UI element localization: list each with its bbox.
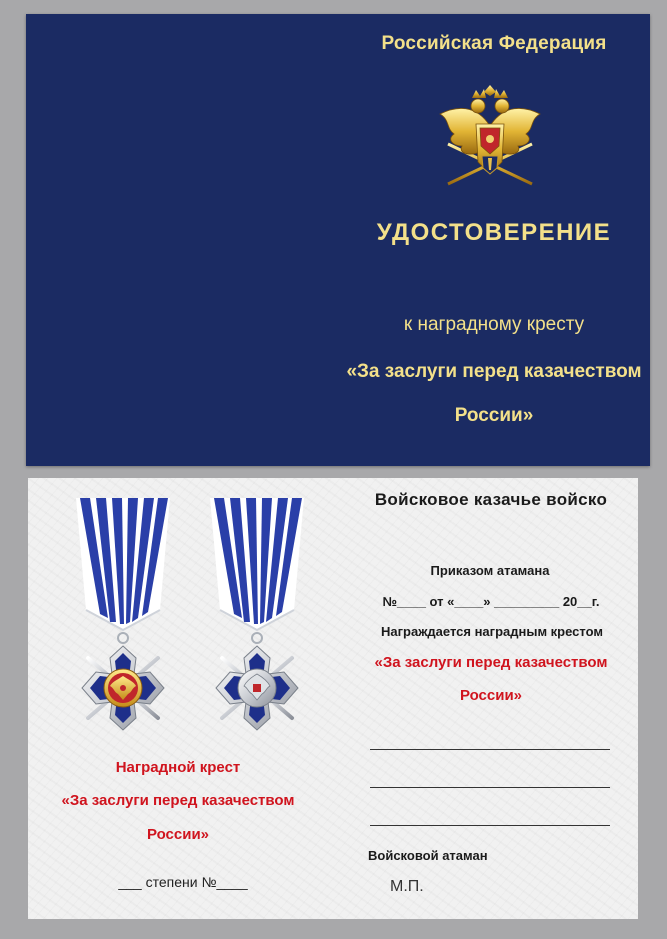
cover-subtitle: к наградному кресту xyxy=(403,314,585,335)
recipient-line-3 xyxy=(370,825,610,826)
order-number-field: №____ от «____» _________ 20__г. xyxy=(382,594,600,609)
certificate-inner-page xyxy=(28,478,638,919)
medal-cross-gold-center-icon xyxy=(68,498,178,738)
award-name-line1: «За заслуги перед казачеством xyxy=(374,654,608,671)
army-title: Войсковое казачье войско xyxy=(374,490,608,509)
cover-award-name-line1: «За заслуги перед казачеством xyxy=(346,361,642,382)
certificate-cover xyxy=(26,14,650,466)
left-award-name-line1: «За заслуги перед казачеством xyxy=(61,792,295,809)
order-label: Приказом атамана xyxy=(430,563,550,578)
cover-country: Российская Федерация xyxy=(381,33,607,54)
left-award-name-line2: России» xyxy=(146,826,210,843)
medal-cross-silver-center-icon xyxy=(202,498,312,738)
degree-number-field: ___ степени №____ xyxy=(118,874,248,890)
recipient-line-2 xyxy=(370,787,610,788)
double-headed-eagle-emblem-icon xyxy=(436,84,544,188)
recipient-line-1 xyxy=(370,749,610,750)
cover-title: УДОСТОВЕРЕНИЕ xyxy=(376,219,612,246)
ataman-signature-label: Войсковой атаман xyxy=(368,848,488,863)
award-name-line2: России» xyxy=(459,687,523,704)
left-award-label: Наградной крест xyxy=(115,759,241,776)
stamp-place-label: М.П. xyxy=(390,878,424,895)
cover-award-name-line2: России» xyxy=(454,405,534,426)
awarded-label: Награждается наградным крестом xyxy=(380,624,603,639)
